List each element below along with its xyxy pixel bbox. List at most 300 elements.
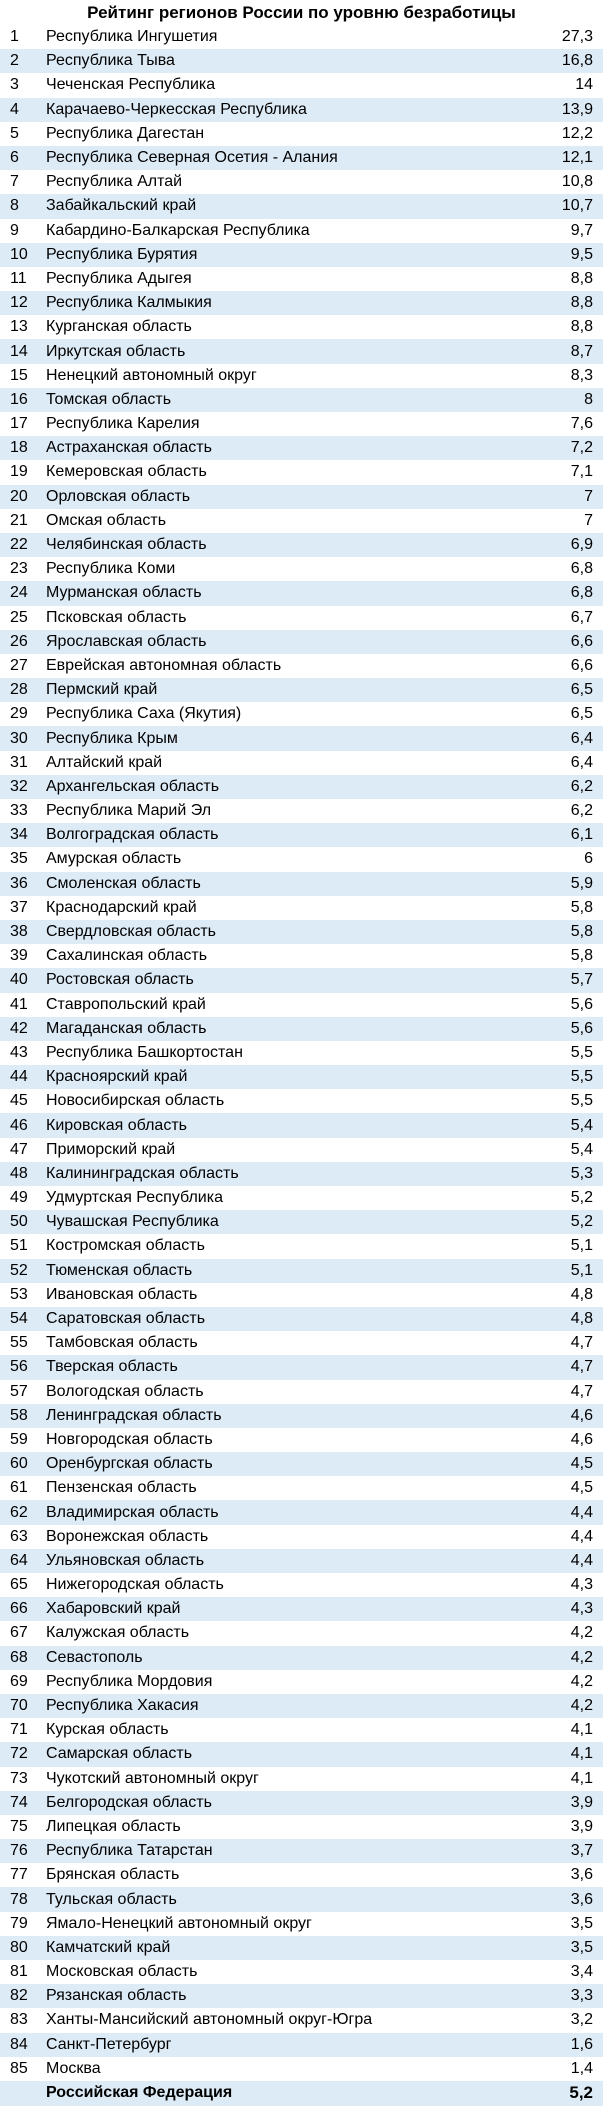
table-row <box>0 1887 603 1911</box>
unemployment-value-cell: 7 <box>531 509 603 533</box>
table-row <box>0 1791 603 1815</box>
rank-cell: 85 <box>0 2057 46 2081</box>
table-row <box>0 1307 603 1331</box>
unemployment-value-cell: 6 <box>531 847 603 871</box>
rank-cell: 74 <box>0 1791 46 1815</box>
table-row <box>0 1089 603 1113</box>
unemployment-value-cell: 14 <box>531 73 603 97</box>
unemployment-value-cell: 4,2 <box>531 1646 603 1670</box>
rank-cell: 64 <box>0 1549 46 1573</box>
rank-cell: 43 <box>0 1041 46 1065</box>
table-row <box>0 267 603 291</box>
table-row <box>0 509 603 533</box>
table-row <box>0 993 603 1017</box>
unemployment-value-cell: 4,8 <box>531 1307 603 1331</box>
unemployment-value-cell: 1,4 <box>531 2057 603 2081</box>
region-cell: Республика Коми <box>46 557 531 581</box>
unemployment-value-cell: 4,5 <box>531 1476 603 1500</box>
unemployment-value-cell: 5,1 <box>531 1234 603 1258</box>
rank-cell: 70 <box>0 1694 46 1718</box>
table-row <box>0 1646 603 1670</box>
region-cell: Воронежская область <box>46 1525 531 1549</box>
table-row <box>0 920 603 944</box>
unemployment-value-cell: 5,5 <box>531 1089 603 1113</box>
region-cell: Владимирская область <box>46 1500 531 1524</box>
region-cell: Сахалинская область <box>46 944 531 968</box>
unemployment-value-cell: 6,6 <box>531 654 603 678</box>
table-row <box>0 799 603 823</box>
table-row <box>0 678 603 702</box>
table-row <box>0 1428 603 1452</box>
table-row <box>0 630 603 654</box>
region-cell: Ярославская область <box>46 630 531 654</box>
table-row <box>0 1500 603 1524</box>
region-cell: Республика Тыва <box>46 49 531 73</box>
table-row <box>0 339 603 363</box>
unemployment-value-cell: 10,8 <box>531 170 603 194</box>
region-cell: Республика Дагестан <box>46 122 531 146</box>
rank-cell: 12 <box>0 291 46 315</box>
table-row <box>0 485 603 509</box>
unemployment-value-cell: 5,9 <box>531 872 603 896</box>
region-cell: Тамбовская область <box>46 1331 531 1355</box>
unemployment-value-cell: 4,5 <box>531 1452 603 1476</box>
unemployment-value-cell: 5,1 <box>531 1259 603 1283</box>
unemployment-value-cell: 3,3 <box>531 1984 603 2008</box>
rank-cell: 1 <box>0 25 46 49</box>
table-row <box>0 1525 603 1549</box>
table-row <box>0 847 603 871</box>
unemployment-value-cell: 4,3 <box>531 1597 603 1621</box>
table-row <box>0 726 603 750</box>
rank-cell: 21 <box>0 509 46 533</box>
rank-cell: 16 <box>0 388 46 412</box>
table-row <box>0 49 603 73</box>
table-row <box>0 1670 603 1694</box>
table-row <box>0 2057 603 2081</box>
rank-cell: 44 <box>0 1065 46 1089</box>
unemployment-value-cell: 12,2 <box>531 122 603 146</box>
unemployment-value-cell: 4,7 <box>531 1380 603 1404</box>
rank-cell: 20 <box>0 485 46 509</box>
table-row <box>0 1162 603 1186</box>
region-cell: Краснодарский край <box>46 896 531 920</box>
table-row <box>0 1936 603 1960</box>
rank-cell: 82 <box>0 1984 46 2008</box>
table-row <box>0 243 603 267</box>
rank-cell: 14 <box>0 339 46 363</box>
rank-cell: 40 <box>0 968 46 992</box>
region-cell: Республика Северная Осетия - Алания <box>46 146 531 170</box>
region-cell: Чеченская Республика <box>46 73 531 97</box>
table-row <box>0 1694 603 1718</box>
region-cell: Республика Крым <box>46 726 531 750</box>
table-row <box>0 968 603 992</box>
rank-cell: 36 <box>0 872 46 896</box>
region-cell: Ямало-Ненецкий автономный округ <box>46 1912 531 1936</box>
region-cell: Камчатский край <box>46 1936 531 1960</box>
table-row <box>0 1041 603 1065</box>
region-cell: Курганская область <box>46 315 531 339</box>
rank-cell: 29 <box>0 702 46 726</box>
table-row <box>0 654 603 678</box>
rank-cell: 67 <box>0 1621 46 1645</box>
region-cell: Красноярский край <box>46 1065 531 1089</box>
unemployment-value-cell: 5,5 <box>531 1041 603 1065</box>
rank-cell: 72 <box>0 1742 46 1766</box>
unemployment-value-cell: 3,5 <box>531 1936 603 1960</box>
region-cell: Магаданская область <box>46 1017 531 1041</box>
rank-cell: 37 <box>0 896 46 920</box>
rank-cell: 30 <box>0 726 46 750</box>
table-row <box>0 2033 603 2057</box>
rank-cell: 69 <box>0 1670 46 1694</box>
region-cell: Челябинская область <box>46 533 531 557</box>
region-cell: Чувашская Республика <box>46 1210 531 1234</box>
region-cell: Ставропольский край <box>46 993 531 1017</box>
region-cell: Томская область <box>46 388 531 412</box>
unemployment-value-cell: 6,8 <box>531 581 603 605</box>
region-cell: Хабаровский край <box>46 1597 531 1621</box>
unemployment-value-cell: 5,6 <box>531 1017 603 1041</box>
table-row <box>0 1718 603 1742</box>
table-row <box>0 1573 603 1597</box>
region-cell: Республика Ингушетия <box>46 25 531 49</box>
unemployment-value-cell: 4,2 <box>531 1670 603 1694</box>
region-cell: Республика Адыгея <box>46 267 531 291</box>
rank-cell: 53 <box>0 1283 46 1307</box>
unemployment-value-cell: 3,9 <box>531 1815 603 1839</box>
unemployment-value-cell: 4,1 <box>531 1718 603 1742</box>
table-row <box>0 1767 603 1791</box>
table-row <box>0 1234 603 1258</box>
rank-cell: 18 <box>0 436 46 460</box>
table-row <box>0 1404 603 1428</box>
table-row <box>0 1283 603 1307</box>
region-cell: Псковская область <box>46 606 531 630</box>
unemployment-value-cell: 6,7 <box>531 606 603 630</box>
region-cell: Кабардино-Балкарская Республика <box>46 219 531 243</box>
table-row <box>0 436 603 460</box>
rank-cell: 47 <box>0 1138 46 1162</box>
unemployment-value-cell: 5,8 <box>531 944 603 968</box>
unemployment-value-cell: 8,8 <box>531 267 603 291</box>
rank-cell: 66 <box>0 1597 46 1621</box>
rank-cell: 78 <box>0 1887 46 1911</box>
region-cell: Кемеровская область <box>46 460 531 484</box>
table-row <box>0 460 603 484</box>
unemployment-value-cell: 4,7 <box>531 1355 603 1379</box>
table-row <box>0 1597 603 1621</box>
table-row <box>0 1815 603 1839</box>
unemployment-value-cell: 3,5 <box>531 1912 603 1936</box>
region-cell: Ненецкий автономный округ <box>46 364 531 388</box>
table-row <box>0 823 603 847</box>
unemployment-value-cell: 5,2 <box>531 1186 603 1210</box>
unemployment-value-cell: 6,4 <box>531 751 603 775</box>
rank-cell: 77 <box>0 1863 46 1887</box>
total-value-cell: 5,2 <box>531 2081 603 2106</box>
region-cell: Республика Саха (Якутия) <box>46 702 531 726</box>
rank-cell: 19 <box>0 460 46 484</box>
rank-cell: 59 <box>0 1428 46 1452</box>
region-cell: Тюменская область <box>46 1259 531 1283</box>
unemployment-value-cell: 5,4 <box>531 1138 603 1162</box>
region-cell: Самарская область <box>46 1742 531 1766</box>
table-row <box>0 219 603 243</box>
region-cell: Свердловская область <box>46 920 531 944</box>
rank-cell: 5 <box>0 122 46 146</box>
table-row <box>0 1355 603 1379</box>
table-row <box>0 1210 603 1234</box>
unemployment-value-cell: 7,1 <box>531 460 603 484</box>
region-cell: Вологодская область <box>46 1380 531 1404</box>
region-cell: Забайкальский край <box>46 194 531 218</box>
region-cell: Приморский край <box>46 1138 531 1162</box>
unemployment-value-cell: 13,9 <box>531 98 603 122</box>
table-row <box>0 702 603 726</box>
unemployment-value-cell: 5,7 <box>531 968 603 992</box>
unemployment-value-cell: 6,8 <box>531 557 603 581</box>
table-row <box>0 1259 603 1283</box>
region-cell: Калужская область <box>46 1621 531 1645</box>
region-cell: Рязанская область <box>46 1984 531 2008</box>
region-cell: Санкт-Петербург <box>46 2033 531 2057</box>
unemployment-value-cell: 4,3 <box>531 1573 603 1597</box>
table-row <box>0 1476 603 1500</box>
rank-cell: 76 <box>0 1839 46 1863</box>
table-row <box>0 872 603 896</box>
rank-cell: 60 <box>0 1452 46 1476</box>
table-row <box>0 2008 603 2032</box>
unemployment-value-cell: 5,8 <box>531 920 603 944</box>
unemployment-value-cell: 4,6 <box>531 1428 603 1452</box>
table-row <box>0 315 603 339</box>
unemployment-value-cell: 1,6 <box>531 2033 603 2057</box>
unemployment-value-cell: 10,7 <box>531 194 603 218</box>
region-cell: Республика Хакасия <box>46 1694 531 1718</box>
unemployment-value-cell: 3,4 <box>531 1960 603 1984</box>
rank-cell: 28 <box>0 678 46 702</box>
region-cell: Республика Башкортостан <box>46 1041 531 1065</box>
rank-cell: 63 <box>0 1525 46 1549</box>
unemployment-value-cell: 4,1 <box>531 1767 603 1791</box>
rank-cell: 48 <box>0 1162 46 1186</box>
unemployment-value-cell: 6,5 <box>531 678 603 702</box>
region-cell: Липецкая область <box>46 1815 531 1839</box>
region-cell: Брянская область <box>46 1863 531 1887</box>
rank-cell: 50 <box>0 1210 46 1234</box>
table-row <box>0 751 603 775</box>
rank-cell: 33 <box>0 799 46 823</box>
total-rank-cell <box>0 2081 46 2106</box>
rank-cell: 51 <box>0 1234 46 1258</box>
region-cell: Республика Бурятия <box>46 243 531 267</box>
unemployment-value-cell: 6,2 <box>531 799 603 823</box>
table-row <box>0 606 603 630</box>
table-row <box>0 1960 603 1984</box>
unemployment-value-cell: 4,4 <box>531 1549 603 1573</box>
table-row <box>0 896 603 920</box>
region-cell: Республика Карелия <box>46 412 531 436</box>
table-row <box>0 775 603 799</box>
table-row <box>0 944 603 968</box>
table-row <box>0 1984 603 2008</box>
rank-cell: 22 <box>0 533 46 557</box>
unemployment-value-cell: 6,6 <box>531 630 603 654</box>
table-row <box>0 388 603 412</box>
unemployment-value-cell: 16,8 <box>531 49 603 73</box>
unemployment-value-cell: 4,1 <box>531 1742 603 1766</box>
region-cell: Белгородская область <box>46 1791 531 1815</box>
table-row <box>0 1017 603 1041</box>
table-row <box>0 194 603 218</box>
unemployment-value-cell: 4,7 <box>531 1331 603 1355</box>
region-cell: Ханты-Мансийский автономный округ-Югра <box>46 2008 531 2032</box>
unemployment-value-cell: 5,8 <box>531 896 603 920</box>
unemployment-value-cell: 8,8 <box>531 291 603 315</box>
table-row <box>0 1742 603 1766</box>
table-row <box>0 1065 603 1089</box>
rank-cell: 38 <box>0 920 46 944</box>
rank-cell: 73 <box>0 1767 46 1791</box>
unemployment-value-cell: 7,6 <box>531 412 603 436</box>
region-cell: Кировская область <box>46 1113 531 1137</box>
rank-cell: 24 <box>0 581 46 605</box>
region-cell: Новосибирская область <box>46 1089 531 1113</box>
region-cell: Костромская область <box>46 1234 531 1258</box>
rank-cell: 3 <box>0 73 46 97</box>
region-cell: Иркутская область <box>46 339 531 363</box>
rank-cell: 4 <box>0 98 46 122</box>
rank-cell: 68 <box>0 1646 46 1670</box>
unemployment-value-cell: 6,2 <box>531 775 603 799</box>
rank-cell: 10 <box>0 243 46 267</box>
rank-cell: 42 <box>0 1017 46 1041</box>
rank-cell: 54 <box>0 1307 46 1331</box>
rank-cell: 17 <box>0 412 46 436</box>
region-cell: Республика Татарстан <box>46 1839 531 1863</box>
region-cell: Алтайский край <box>46 751 531 775</box>
unemployment-value-cell: 6,4 <box>531 726 603 750</box>
rank-cell: 56 <box>0 1355 46 1379</box>
rank-cell: 41 <box>0 993 46 1017</box>
table-row <box>0 1839 603 1863</box>
region-cell: Нижегородская область <box>46 1573 531 1597</box>
rank-cell: 80 <box>0 1936 46 1960</box>
region-cell: Оренбургская область <box>46 1452 531 1476</box>
table-row <box>0 122 603 146</box>
region-cell: Пермский край <box>46 678 531 702</box>
rank-cell: 58 <box>0 1404 46 1428</box>
rank-cell: 9 <box>0 219 46 243</box>
unemployment-value-cell: 8 <box>531 388 603 412</box>
region-cell: Пензенская область <box>46 1476 531 1500</box>
rank-cell: 71 <box>0 1718 46 1742</box>
unemployment-value-cell: 4,4 <box>531 1525 603 1549</box>
unemployment-value-cell: 3,7 <box>531 1839 603 1863</box>
unemployment-value-cell: 4,2 <box>531 1694 603 1718</box>
rank-cell: 2 <box>0 49 46 73</box>
table-row <box>0 1452 603 1476</box>
region-cell: Ленинградская область <box>46 1404 531 1428</box>
unemployment-value-cell: 9,5 <box>531 243 603 267</box>
region-cell: Тверская область <box>46 1355 531 1379</box>
table-title: Рейтинг регионов России по уровню безработицы <box>0 0 603 25</box>
rank-cell: 34 <box>0 823 46 847</box>
rank-cell: 62 <box>0 1500 46 1524</box>
rank-cell: 81 <box>0 1960 46 1984</box>
table-row <box>0 1138 603 1162</box>
rank-cell: 15 <box>0 364 46 388</box>
unemployment-value-cell: 3,2 <box>531 2008 603 2032</box>
region-cell: Калининградская область <box>46 1162 531 1186</box>
rank-cell: 6 <box>0 146 46 170</box>
unemployment-value-cell: 5,6 <box>531 993 603 1017</box>
region-cell: Республика Алтай <box>46 170 531 194</box>
rank-cell: 49 <box>0 1186 46 1210</box>
unemployment-value-cell: 27,3 <box>531 25 603 49</box>
table-row <box>0 1331 603 1355</box>
unemployment-value-cell: 6,1 <box>531 823 603 847</box>
table-row <box>0 25 603 49</box>
unemployment-value-cell: 4,2 <box>531 1621 603 1645</box>
rank-cell: 26 <box>0 630 46 654</box>
rank-cell: 46 <box>0 1113 46 1137</box>
unemployment-value-cell: 8,3 <box>531 364 603 388</box>
table-row <box>0 1113 603 1137</box>
unemployment-value-cell: 9,7 <box>531 219 603 243</box>
region-cell: Смоленская область <box>46 872 531 896</box>
unemployment-value-cell: 5,3 <box>531 1162 603 1186</box>
region-cell: Севастополь <box>46 1646 531 1670</box>
table-row <box>0 1186 603 1210</box>
rank-cell: 75 <box>0 1815 46 1839</box>
region-cell: Тульская область <box>46 1887 531 1911</box>
region-cell: Москва <box>46 2057 531 2081</box>
table-row <box>0 170 603 194</box>
total-region-cell: Российская Федерация <box>46 2081 531 2106</box>
unemployment-value-cell: 3,9 <box>531 1791 603 1815</box>
unemployment-value-cell: 4,8 <box>531 1283 603 1307</box>
unemployment-value-cell: 4,4 <box>531 1500 603 1524</box>
table-row <box>0 533 603 557</box>
table-row <box>0 146 603 170</box>
rank-cell: 32 <box>0 775 46 799</box>
unemployment-value-cell: 8,8 <box>531 315 603 339</box>
table-row <box>0 581 603 605</box>
rank-cell: 27 <box>0 654 46 678</box>
rank-cell: 55 <box>0 1331 46 1355</box>
rank-cell: 57 <box>0 1380 46 1404</box>
region-cell: Республика Мордовия <box>46 1670 531 1694</box>
region-cell: Республика Калмыкия <box>46 291 531 315</box>
unemployment-value-cell: 12,1 <box>531 146 603 170</box>
region-cell: Республика Марий Эл <box>46 799 531 823</box>
table-row <box>0 1549 603 1573</box>
region-cell: Мурманская область <box>46 581 531 605</box>
table-row <box>0 1863 603 1887</box>
rank-cell: 31 <box>0 751 46 775</box>
unemployment-value-cell: 6,5 <box>531 702 603 726</box>
table-row <box>0 73 603 97</box>
region-cell: Новгородская область <box>46 1428 531 1452</box>
rank-cell: 25 <box>0 606 46 630</box>
rank-cell: 79 <box>0 1912 46 1936</box>
region-cell: Астраханская область <box>46 436 531 460</box>
unemployment-value-cell: 5,4 <box>531 1113 603 1137</box>
rank-cell: 7 <box>0 170 46 194</box>
